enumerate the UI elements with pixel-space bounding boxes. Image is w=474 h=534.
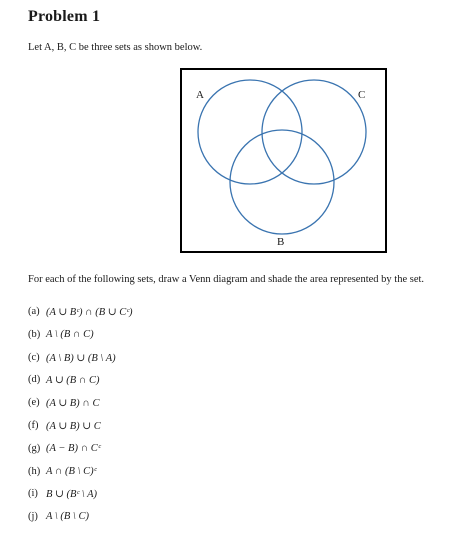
label-a: A	[196, 89, 204, 101]
problem-item-g	[28, 443, 133, 466]
problem-item-d	[28, 374, 133, 397]
problem-expression: (A ∪ B) ∩ C	[46, 398, 100, 410]
problem-item-i	[28, 488, 133, 511]
circle-a	[198, 80, 302, 184]
problem-expression: A \ (B ∩ C)	[46, 328, 94, 340]
problem-item-c	[28, 352, 133, 375]
circle-b	[230, 130, 334, 234]
problem-item-f	[28, 420, 133, 443]
circle-c	[262, 80, 366, 184]
problem-label: (a)	[28, 306, 40, 317]
problem-label: (h)	[28, 465, 41, 477]
problem-expression: A ∩ (B \ C)ᶜ	[46, 465, 97, 477]
instructions-text: For each of the following sets, draw a Venn diagram and shade the area represented by the set.	[28, 274, 425, 285]
problem-list	[28, 306, 133, 534]
venn-diagram	[180, 68, 387, 253]
problem-label: (j)	[28, 511, 38, 523]
problem-label: (i)	[28, 488, 38, 500]
problem-label: (c)	[28, 351, 40, 363]
problem-item-b	[28, 329, 133, 352]
problem-expression: A ∪ (B ∩ C)	[46, 375, 100, 387]
problem-expression: B ∪ (Bᶜ \ A)	[46, 489, 98, 501]
problem-item-a	[28, 306, 133, 329]
label-c: C	[358, 89, 366, 101]
problem-label: (g)	[28, 442, 41, 454]
intro-text: Let A, B, C be three sets as shown below.	[28, 42, 203, 53]
problem-expression: A \ (B \ C)	[46, 511, 89, 523]
problem-label: (d)	[28, 374, 41, 386]
problem-label: (e)	[28, 397, 40, 409]
problem-item-j	[28, 511, 133, 534]
label-b: B	[277, 236, 285, 248]
problem-item-e	[28, 397, 133, 420]
problem-expression: (A − B) ∩ Cᶜ	[46, 442, 101, 454]
problem-item-h	[28, 466, 133, 489]
problem-expression: (A ∪ Bᶜ) ∩ (B ∪ Cᶜ)	[46, 307, 133, 318]
problem-expression: (A \ B) ∪ (B \ A)	[46, 352, 116, 364]
problem-label: (f)	[28, 419, 39, 431]
problem-expression: (A ∪ B) ∪ C	[46, 420, 101, 432]
problem-label: (b)	[28, 328, 41, 340]
problem-heading: Problem 1	[28, 8, 101, 25]
